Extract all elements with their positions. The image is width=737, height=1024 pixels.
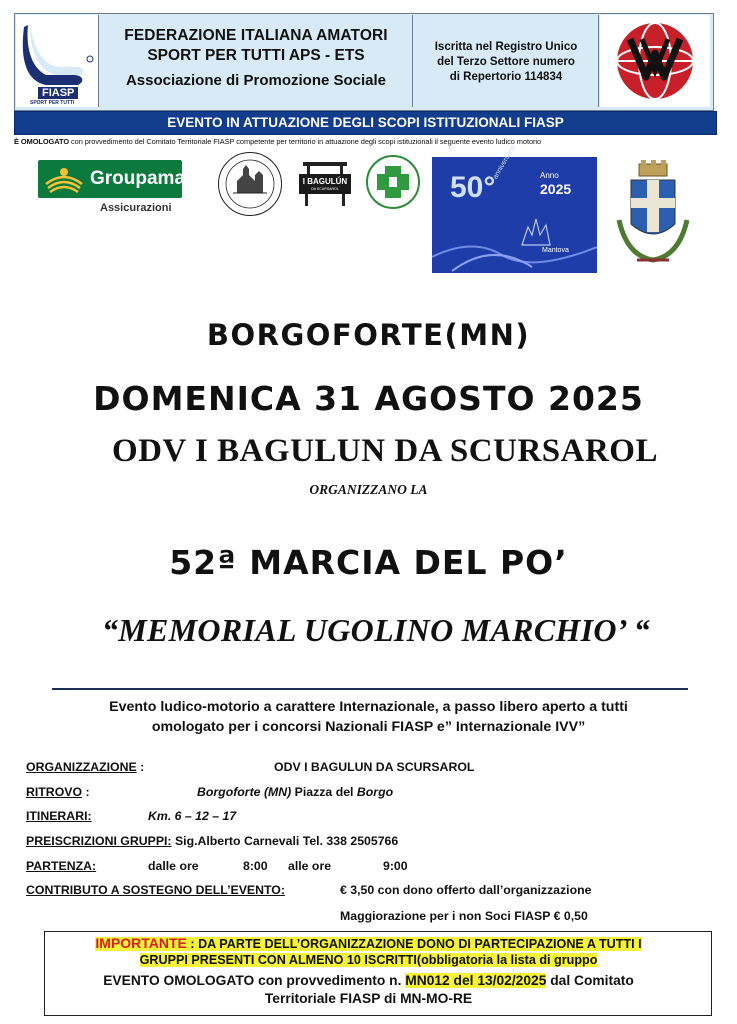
registry-line-1: Iscritta nel Registro Unico (434, 41, 578, 53)
registry-line-3: di Repertorio 114834 (449, 71, 563, 83)
event-town: BORGOFORTE(MN) (206, 318, 531, 352)
memorial-title: “MEMORIAL UGOLINO MARCHIO’ “ (101, 612, 651, 648)
groupama-name: Groupama (90, 168, 186, 189)
coat-of-arms-icon (607, 160, 699, 278)
intro-line-1: Evento ludico-motorio a carattere Internazionale, a passo libero aperto a tutti (109, 699, 628, 715)
farmacia-logo (365, 152, 421, 212)
groupama-logo (38, 160, 186, 198)
anniversary-number: 50° (450, 171, 496, 204)
divider (52, 688, 688, 690)
maggiorazione-note: Maggiorazione per i non Soci FIASP € 0,50 (340, 909, 588, 923)
fiasp-logo-text: FIASP (38, 87, 78, 99)
partenza-to-time: 9:00 (383, 859, 408, 873)
registry-block (414, 15, 599, 107)
important-line-4: Territoriale FIASP di MN-MO-RE (264, 991, 473, 1006)
federation-block (100, 15, 413, 107)
ritrovo-label: RITROVO : (26, 785, 90, 799)
pharmacy-cross-icon (365, 152, 421, 212)
bagulun-logo-text: I BAGULÚN (302, 177, 348, 186)
anniversary-word: anniversario (492, 143, 518, 181)
municipal-crest (607, 160, 699, 278)
institutional-banner: EVENTO IN ATTUAZIONE DEGLI SCOPI ISTITUZIONALI FIASP (14, 111, 717, 135)
cathedral-seal-icon (219, 153, 281, 215)
important-line-2: GRUPPI PRESENTI CON ALMENO 10 ISCRITTI(obbligatoria la lista di gruppo (139, 953, 598, 967)
anniversary-year: 2025 (540, 181, 572, 197)
fiasp-logo (16, 15, 99, 107)
partenza-from-time: 8:00 (243, 859, 268, 873)
omologato-notice-bold: È OMOLOGATO (14, 137, 70, 146)
anniversary-logo (432, 143, 597, 273)
federation-subtitle: SPORT PER TUTTI APS - ETS (147, 47, 365, 64)
city-skyline-icon (432, 197, 597, 273)
bagulun-logo (297, 158, 353, 210)
preiscrizioni-label: PREISCRIZIONI GRUPPI: (26, 834, 172, 848)
omologato-notice-text: con provvedimento del Comitato Territoriale FIASP competente per territorio in attuazione degli scopi istituzionali il seguente evento ludico motorio (69, 137, 542, 146)
organizer-name: ODV I BAGULUN DA SCURSAROL (112, 433, 658, 469)
preiscrizioni-row (26, 834, 398, 848)
omologato-notice (14, 137, 724, 146)
preiscrizioni-value: Sig.Alberto Carnevali Tel. 338 2505766 (171, 834, 399, 848)
ivv-logo (600, 15, 710, 107)
omologazione-code: MN012 del 13/02/2025 (405, 973, 547, 988)
organize-caption: ORGANIZZANO LA (309, 482, 428, 497)
bagulun-logo-subtext: DA SCURSAROL (311, 187, 339, 191)
comitato-seal (218, 152, 282, 216)
event-title: 52ª MARCIA DEL PO’ (169, 543, 568, 582)
contributo-label: CONTRIBUTO A SOSTEGNO DELL’EVENTO: (26, 883, 285, 897)
federation-name: FEDERAZIONE ITALIANA AMATORI (124, 27, 388, 44)
intro-text (0, 697, 737, 737)
contributo-value: € 3,50 con dono offerto dall’organizzazione (340, 883, 592, 897)
partenza-from-label: dalle ore (148, 859, 199, 873)
itinerari-label: ITINERARI: (26, 809, 92, 823)
itinerari-value: Km. 6 – 12 – 17 (148, 809, 237, 823)
event-date: DOMENICA 31 AGOSTO 2025 (93, 379, 644, 418)
intro-line-2: omologato per i concorsi Nazionali FIASP e” Internazionale IVV” (151, 719, 586, 735)
ivv-globe-icon (600, 15, 710, 107)
groupama-field-icon (44, 164, 84, 194)
anniversary-year-label: Anno (540, 171, 559, 180)
important-line-3: EVENTO OMOLOGATO con provvedimento n. MN012 del 13/02/2025 dal Comitato (103, 973, 634, 988)
organizzazione-value: ODV I BAGULUN DA SCURSAROL (274, 760, 475, 774)
federation-type: Associazione di Promozione Sociale (125, 72, 387, 89)
ritrovo-value: Borgoforte (MN) Piazza del Borgo (197, 785, 394, 799)
organizzazione-label: ORGANIZZAZIONE : (26, 760, 145, 774)
important-label: IMPORTANTE (95, 935, 187, 951)
registry-line-2: del Terzo Settore numero (437, 56, 575, 68)
important-line-1: IMPORTANTE : DA PARTE DELL’ORGANIZZAZIONE DONO DI PARTECIPAZIONE A TUTTI I (95, 935, 642, 951)
partenza-label: PARTENZA: (26, 859, 97, 873)
fiasp-logo-subtext: SPORT PER TUTTI (30, 100, 75, 106)
partenza-to-label: alle ore (288, 859, 332, 873)
groupama-subtitle: Assicurazioni (100, 202, 172, 214)
anniversary-city: Mantova (542, 247, 569, 254)
